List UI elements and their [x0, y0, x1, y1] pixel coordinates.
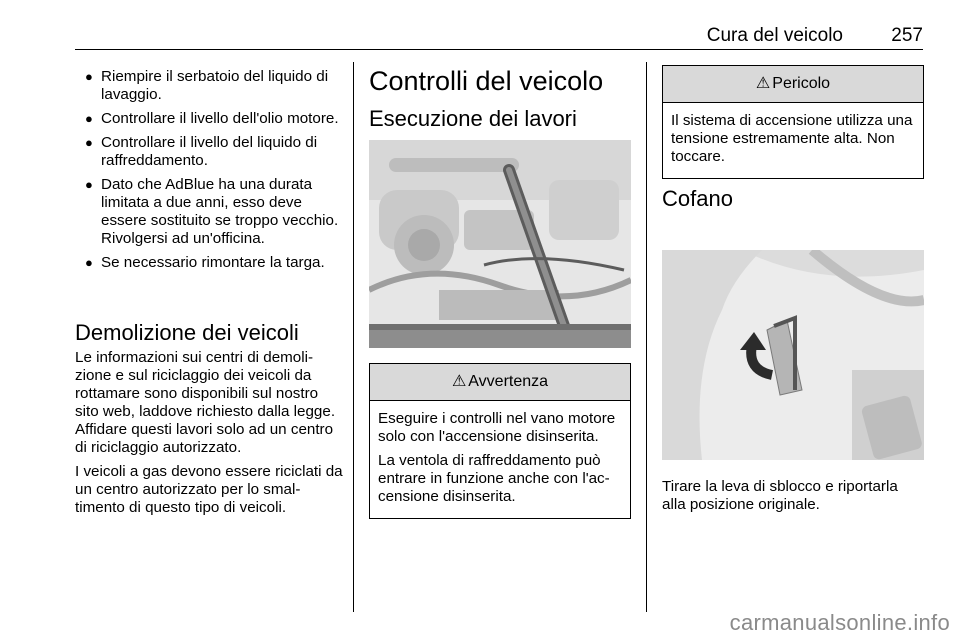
- warning-box-body: [370, 401, 630, 518]
- subheading-work-execution: Esecuzione dei lavori: [369, 106, 577, 131]
- danger-box-title: Pericolo: [772, 75, 831, 92]
- demolition-paragraph-1: Le informazioni sui centri di demolizione e sul riciclaggio dei veicoli da rottamare sono disponibili sul nostro sito web, laddove richiesto dalla legge. Affidare questi lavori solo ad un centro di riciclaggio autorizzato.: [75, 349, 336, 456]
- section-heading-demolition: Demolizione dei veicoli: [75, 320, 299, 345]
- bullet-icon: ●: [85, 135, 93, 150]
- hood-caption: [662, 478, 924, 520]
- warning-triangle-icon: ⚠: [755, 75, 771, 92]
- list-item: ● Se necessario rimontare la targa.: [85, 254, 325, 271]
- warning-box: [369, 363, 631, 519]
- watermark: carmanualsonline.info: [729, 610, 950, 635]
- column-left: [85, 68, 341, 278]
- warning-box-header: [370, 364, 630, 401]
- demolition-paragraph-2: I veicoli a gas devono essere riciclati da un centro autorizzato per lo smaltimento di questo tipo di veicoli.: [75, 463, 343, 516]
- danger-paragraph: Il sistema di accensione utilizza una tensione estremamente alta. Non toccare.: [671, 112, 913, 165]
- danger-box-header: [663, 66, 923, 103]
- maintenance-bullet-list: [85, 68, 341, 272]
- list-item: ● Riempire il serbatoio del liquido di lavaggio.: [85, 68, 329, 103]
- list-item: ● Controllare il livello del liquido di raffreddamento.: [85, 134, 318, 169]
- hood-caption-text: Tirare la leva di sblocco e riportarla alla posizione originale.: [662, 478, 898, 513]
- header-rule: [75, 49, 923, 50]
- warning-triangle-icon: ⚠: [451, 373, 467, 390]
- column-divider-1: [353, 62, 354, 612]
- list-item: ● Controllare il livello dell'olio motore.: [85, 110, 339, 127]
- list-item: ● Dato che AdBlue ha una durata limitata a due anni, esso deve essere sostituito se troppo vecchio. Rivolgersi ad un'officina.: [85, 176, 339, 247]
- hood-release-illustration: [662, 250, 924, 460]
- bullet-icon: ●: [85, 177, 93, 192]
- bullet-icon: ●: [85, 111, 93, 126]
- warning-paragraph-1: Eseguire i controlli nel vano motore solo con l'accensione disinserita.: [378, 410, 616, 445]
- engine-bay-illustration: [369, 140, 631, 348]
- section-heading-hood: Cofano: [662, 186, 733, 211]
- bullet-icon: ●: [85, 69, 93, 84]
- danger-box-body: [663, 103, 923, 178]
- page-number: 257: [891, 25, 923, 46]
- warning-box-title: Avvertenza: [468, 373, 549, 390]
- section-heading-vehicle-checks: Controlli del veicolo: [369, 66, 604, 96]
- bullet-icon: ●: [85, 255, 93, 270]
- warning-paragraph-2: La ventola di raffreddamento può entrare in funzione anche con l'accensione disinserita.: [378, 452, 610, 505]
- column-divider-2: [646, 62, 647, 612]
- danger-box: [662, 65, 924, 179]
- page-header: [75, 22, 923, 50]
- section-title: Cura del veicolo: [706, 25, 843, 46]
- demolition-text: [75, 349, 343, 523]
